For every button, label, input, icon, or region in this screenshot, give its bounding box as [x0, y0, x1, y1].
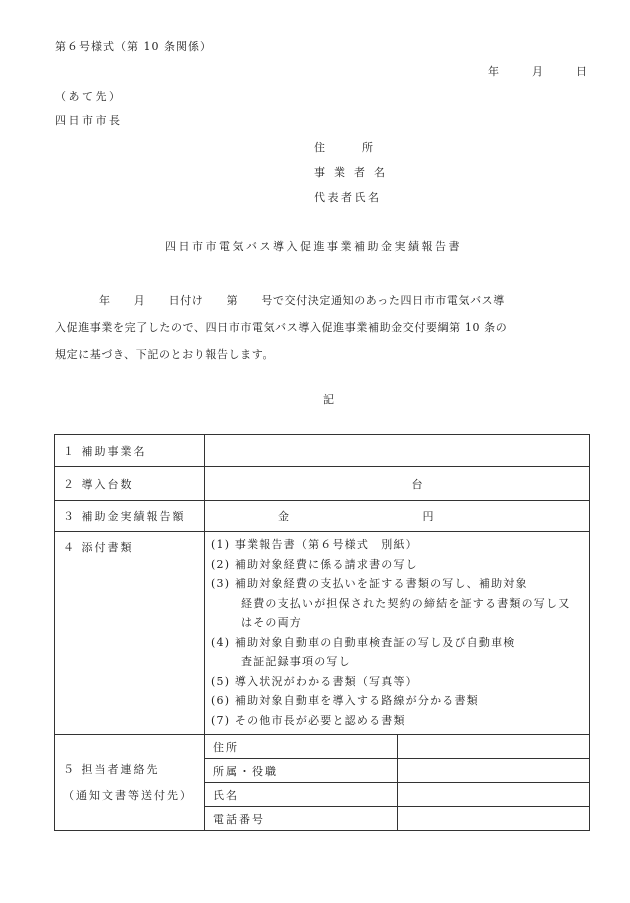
- applicant-business-label: 事業者名: [314, 166, 394, 179]
- addressee-label: （あて先）: [55, 90, 123, 103]
- date-year: 年: [488, 65, 499, 78]
- contact-department-input[interactable]: [397, 759, 590, 783]
- vehicle-count-label: ２ 導入台数: [55, 467, 205, 501]
- attachment-item: [211, 691, 579, 711]
- attachment-item: [211, 672, 579, 692]
- subsidy-amount-value[interactable]: [205, 501, 590, 532]
- contact-label-line-1: ５ 担当者連絡先: [63, 762, 160, 776]
- attachment-item-continuation: 経費の支払いが担保された契約の締結を証する書類の写し又はその両方: [241, 596, 571, 629]
- attachment-item-continuation: 査証記録事項の写し: [241, 655, 351, 668]
- attachment-item: [211, 633, 579, 672]
- contact-address-label: 住所: [205, 735, 398, 759]
- vehicle-count-unit: 台: [411, 477, 423, 491]
- attachment-item-text: (4) 補助対象自動車の自動車検査証の写し及び自動車検: [211, 635, 516, 649]
- body-text: [55, 287, 590, 368]
- contact-phone-label: 電話番号: [205, 807, 398, 831]
- body-line-3: 規定に基づき、下記のとおり報告します。: [55, 348, 275, 361]
- vehicle-count-value[interactable]: [205, 467, 590, 501]
- project-name-value[interactable]: [205, 435, 590, 467]
- attachment-item: [211, 535, 579, 555]
- project-name-label: １ 補助事業名: [55, 435, 205, 467]
- document-title: 四日市市電気バス導入促進事業補助金実績報告書: [165, 240, 462, 253]
- table-row: [55, 467, 590, 501]
- report-table: [54, 434, 590, 831]
- contact-phone-input[interactable]: [397, 807, 590, 831]
- attachment-item: [211, 711, 579, 731]
- attachment-item-text: (5) 導入状況がわかる書類（写真等）: [211, 674, 418, 688]
- attachment-item: [211, 574, 579, 633]
- ki-heading: 記: [323, 393, 334, 406]
- contact-department-label: 所属・役職: [205, 759, 398, 783]
- attachments-list: [205, 532, 590, 735]
- body-line-1: 年 月 日付け 第 号で交付決定通知のあった四日市市電気バス導: [99, 294, 505, 307]
- subsidy-amount-label: ３ 補助金実績報告額: [55, 501, 205, 532]
- contact-label-line-2: （通知文書等送付先）: [63, 788, 193, 802]
- attachments-label: ４ 添付書類: [55, 532, 205, 735]
- addressee-name: 四日市市長: [55, 114, 123, 127]
- contact-address-input[interactable]: [397, 735, 590, 759]
- attachment-item: [211, 555, 579, 575]
- table-row: [55, 435, 590, 467]
- attachment-item-text: (7) その他市長が必要と認める書類: [211, 713, 406, 727]
- attachment-item-text: (6) 補助対象自動車を導入する路線が分かる書類: [211, 694, 479, 707]
- applicant-representative-label: 代表者氏名: [314, 191, 382, 204]
- applicant-address-label: 住 所: [314, 141, 374, 154]
- date-month: 月: [532, 65, 543, 78]
- attachment-item-text: (3) 補助対象経費の支払いを証する書類の写し、補助対象: [211, 577, 528, 590]
- contact-label: [55, 735, 205, 831]
- form-number: 第６号様式（第 10 条関係）: [55, 40, 212, 53]
- subsidy-amount-prefix: 金: [278, 510, 289, 523]
- body-line-2: 入促進事業を完了したので、四日市市電気バス導入促進事業補助金交付要綱第 10 条の: [55, 321, 508, 334]
- contact-name-label: 氏名: [205, 783, 398, 807]
- table-row: [55, 501, 590, 532]
- subsidy-amount-unit: 円: [422, 510, 434, 523]
- table-row: [55, 735, 590, 759]
- contact-name-input[interactable]: [397, 783, 590, 807]
- attachment-item-text: (1) 事業報告書（第６号様式 別紙）: [211, 538, 418, 551]
- date-day: 日: [576, 65, 587, 78]
- date-line: [488, 63, 587, 79]
- attachment-item-text: (2) 補助対象経費に係る請求書の写し: [211, 557, 418, 571]
- table-row: [55, 532, 590, 735]
